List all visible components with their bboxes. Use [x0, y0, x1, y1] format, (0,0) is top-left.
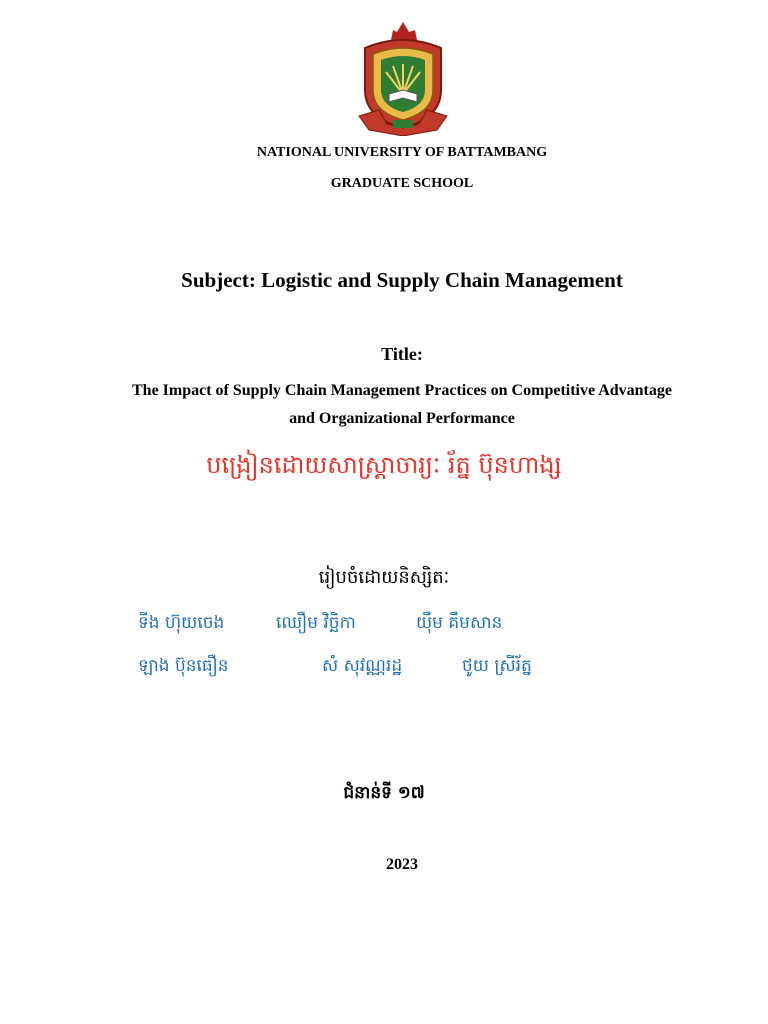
student-name: ឡាង ប៊ុនធឿន	[138, 656, 229, 676]
title-line-2: and Organizational Performance	[289, 410, 515, 427]
student-name: ថូយ ស្រីរ័ត្ន	[462, 656, 532, 676]
student-name: សំ សុវណ្ណរដ្ឋ	[322, 656, 403, 676]
generation-label: ជំនាន់ទី ១៧	[343, 783, 425, 803]
school-name: GRADUATE SCHOOL	[330, 176, 474, 191]
subject-heading: Subject: Logistic and Supply Chain Management	[181, 268, 623, 292]
university-name: NATIONAL UNIVERSITY OF BATTAMBANG	[256, 145, 548, 160]
title-label: Title:	[381, 344, 423, 364]
title-line-1: The Impact of Supply Chain Management Practices on Competitive Advantage	[132, 382, 672, 399]
university-logo	[357, 20, 449, 136]
prepared-by-label: រៀបចំដោយនិស្សិតៈ	[318, 567, 450, 588]
lecturer-line: បង្រៀនដោយសាស្ត្រាចារ្យៈ រ័ត្ន ប៊ុនហាង្ស	[206, 451, 562, 479]
student-name: ទីង ហ៊ុយចេង	[138, 613, 225, 633]
title-text	[18, 377, 768, 433]
student-name: យ៉ឹម គឹមសាន	[416, 613, 503, 633]
student-name: ឈឿម វិច្ឆិកា	[276, 613, 356, 633]
year: 2023	[386, 856, 418, 873]
